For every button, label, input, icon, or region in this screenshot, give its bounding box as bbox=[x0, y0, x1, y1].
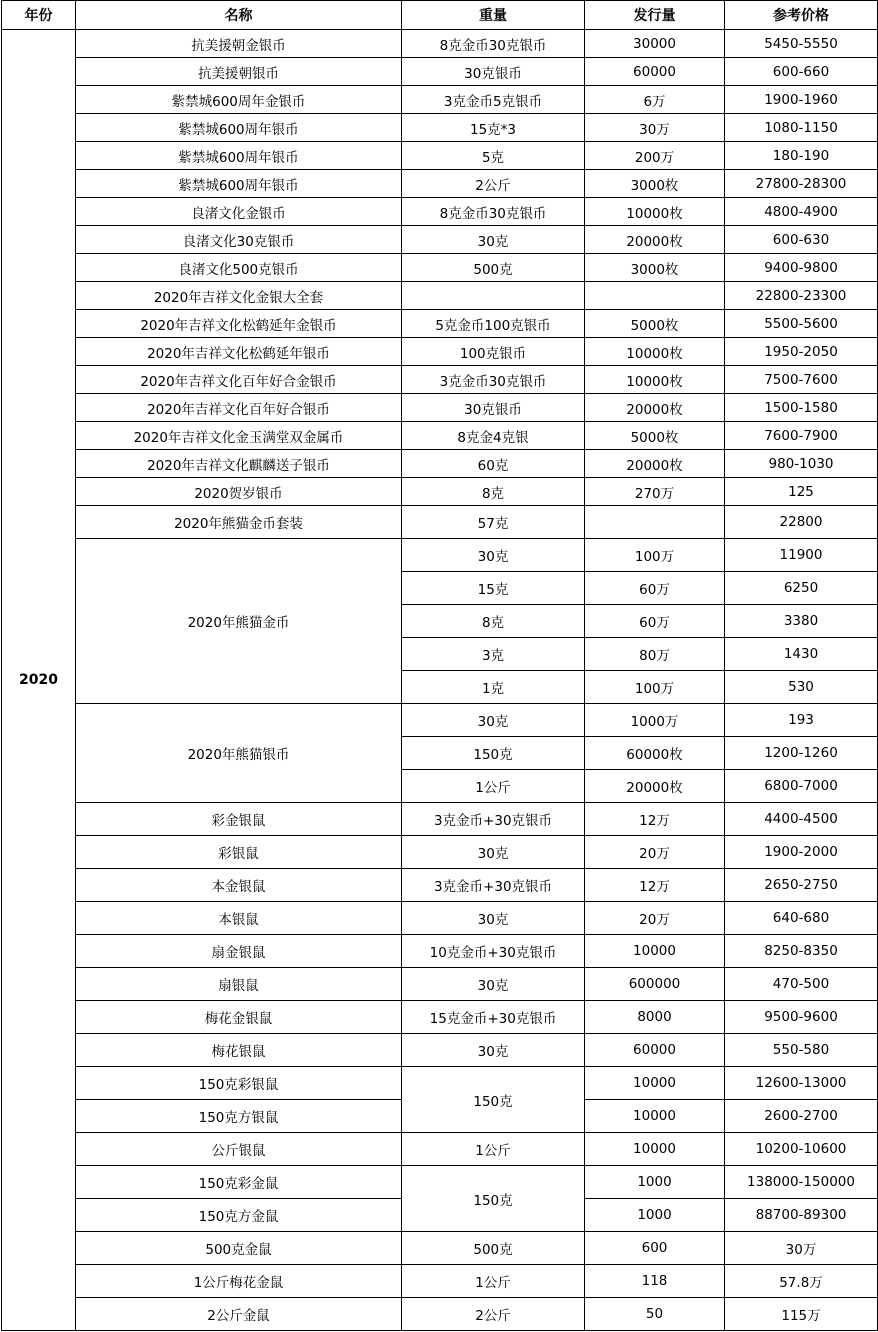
coin-issue: 100万 bbox=[585, 671, 725, 704]
table-row bbox=[2, 338, 878, 366]
coin-weight: 30克银币 bbox=[402, 394, 585, 422]
coin-weight: 15克*3 bbox=[402, 114, 585, 142]
coin-name: 2020年熊猫银币 bbox=[76, 704, 402, 803]
coin-price: 30万 bbox=[725, 1232, 878, 1265]
coin-issue: 30万 bbox=[585, 114, 725, 142]
coin-name: 紫禁城600周年金银币 bbox=[76, 86, 402, 114]
coin-weight: 3克金币5克银币 bbox=[402, 86, 585, 114]
coin-price: 980-1030 bbox=[725, 450, 878, 478]
table-row bbox=[2, 142, 878, 170]
coin-name: 2020年吉祥文化麒麟送子银币 bbox=[76, 450, 402, 478]
coin-weight: 5克金币100克银币 bbox=[402, 310, 585, 338]
coin-price: 600-660 bbox=[725, 58, 878, 86]
coin-issue: 3000枚 bbox=[585, 254, 725, 282]
coin-weight bbox=[402, 282, 585, 310]
header-row bbox=[2, 1, 878, 30]
coin-name: 良渚文化金银币 bbox=[76, 198, 402, 226]
coin-price: 193 bbox=[725, 704, 878, 737]
coin-weight: 30克银币 bbox=[402, 58, 585, 86]
coin-price: 22800-23300 bbox=[725, 282, 878, 310]
coin-price: 7500-7600 bbox=[725, 366, 878, 394]
coin-issue: 118 bbox=[585, 1265, 725, 1298]
table-row bbox=[2, 114, 878, 142]
header-price: 参考价格 bbox=[725, 1, 878, 30]
coin-name: 2公斤金鼠 bbox=[76, 1298, 402, 1331]
coin-price: 4400-4500 bbox=[725, 803, 878, 836]
coin-weight: 1公斤 bbox=[402, 1265, 585, 1298]
coin-weight: 8克 bbox=[402, 478, 585, 506]
coin-price: 115万 bbox=[725, 1298, 878, 1331]
coin-issue: 10000枚 bbox=[585, 198, 725, 226]
coin-price: 57.8万 bbox=[725, 1265, 878, 1298]
coin-name: 扇银鼠 bbox=[76, 968, 402, 1001]
table-row bbox=[2, 1232, 878, 1265]
coin-name: 2020贺岁银币 bbox=[76, 478, 402, 506]
table-row bbox=[2, 450, 878, 478]
table-row bbox=[2, 282, 878, 310]
table-row bbox=[2, 254, 878, 282]
coin-issue: 270万 bbox=[585, 478, 725, 506]
coin-issue: 6万 bbox=[585, 86, 725, 114]
coin-weight: 3克金币30克银币 bbox=[402, 366, 585, 394]
table-row bbox=[2, 968, 878, 1001]
table-row bbox=[2, 704, 878, 737]
coin-price: 125 bbox=[725, 478, 878, 506]
coin-price-table bbox=[1, 0, 878, 1331]
coin-name: 2020年熊猫金币套装 bbox=[76, 506, 402, 539]
coin-name: 2020年吉祥文化松鹤延年金银币 bbox=[76, 310, 402, 338]
table-row bbox=[2, 1298, 878, 1331]
coin-price: 6250 bbox=[725, 572, 878, 605]
coin-name: 公斤银鼠 bbox=[76, 1133, 402, 1166]
coin-issue: 20000枚 bbox=[585, 394, 725, 422]
coin-issue: 20万 bbox=[585, 902, 725, 935]
coin-price: 9400-9800 bbox=[725, 254, 878, 282]
coin-weight: 57克 bbox=[402, 506, 585, 539]
table-row bbox=[2, 1166, 878, 1199]
coin-weight: 2公斤 bbox=[402, 170, 585, 198]
coin-price: 10200-10600 bbox=[725, 1133, 878, 1166]
coin-weight: 30克 bbox=[402, 539, 585, 572]
coin-name: 2020年吉祥文化金银大全套 bbox=[76, 282, 402, 310]
coin-weight: 8克金4克银 bbox=[402, 422, 585, 450]
coin-name: 紫禁城600周年银币 bbox=[76, 142, 402, 170]
coin-weight: 30克 bbox=[402, 1034, 585, 1067]
coin-price: 88700-89300 bbox=[725, 1199, 878, 1232]
table-row bbox=[2, 30, 878, 58]
coin-price: 1500-1580 bbox=[725, 394, 878, 422]
coin-issue: 20万 bbox=[585, 836, 725, 869]
coin-name: 150克彩银鼠 bbox=[76, 1067, 402, 1100]
coin-weight: 10克金币+30克银币 bbox=[402, 935, 585, 968]
coin-weight: 500克 bbox=[402, 254, 585, 282]
table-row bbox=[2, 310, 878, 338]
coin-price: 1080-1150 bbox=[725, 114, 878, 142]
coin-price: 27800-28300 bbox=[725, 170, 878, 198]
coin-weight: 1克 bbox=[402, 671, 585, 704]
coin-issue: 10000 bbox=[585, 1133, 725, 1166]
coin-issue: 10000枚 bbox=[585, 338, 725, 366]
coin-price: 4800-4900 bbox=[725, 198, 878, 226]
table-row bbox=[2, 86, 878, 114]
coin-issue: 80万 bbox=[585, 638, 725, 671]
coin-issue bbox=[585, 506, 725, 539]
table-row bbox=[2, 478, 878, 506]
coin-weight: 3克金币+30克银币 bbox=[402, 869, 585, 902]
coin-price: 7600-7900 bbox=[725, 422, 878, 450]
table-row bbox=[2, 1133, 878, 1166]
coin-price: 2650-2750 bbox=[725, 869, 878, 902]
coin-issue: 1000 bbox=[585, 1166, 725, 1199]
coin-issue: 8000 bbox=[585, 1001, 725, 1034]
coin-issue: 20000枚 bbox=[585, 770, 725, 803]
table-row bbox=[2, 170, 878, 198]
header-weight: 重量 bbox=[402, 1, 585, 30]
coin-name: 2020年吉祥文化百年好合金银币 bbox=[76, 366, 402, 394]
coin-weight: 60克 bbox=[402, 450, 585, 478]
coin-weight: 150克 bbox=[402, 737, 585, 770]
coin-name: 2020年吉祥文化松鹤延年银币 bbox=[76, 338, 402, 366]
coin-issue: 5000枚 bbox=[585, 422, 725, 450]
coin-name: 500克金鼠 bbox=[76, 1232, 402, 1265]
table-row bbox=[2, 198, 878, 226]
coin-weight: 15克金币+30克银币 bbox=[402, 1001, 585, 1034]
coin-name: 2020年吉祥文化百年好合银币 bbox=[76, 394, 402, 422]
coin-price: 5500-5600 bbox=[725, 310, 878, 338]
coin-weight: 30克 bbox=[402, 836, 585, 869]
coin-name: 梅花银鼠 bbox=[76, 1034, 402, 1067]
coin-price: 640-680 bbox=[725, 902, 878, 935]
table-row bbox=[2, 935, 878, 968]
table-row bbox=[2, 902, 878, 935]
coin-name: 本金银鼠 bbox=[76, 869, 402, 902]
coin-weight: 30克 bbox=[402, 226, 585, 254]
coin-weight: 150克 bbox=[402, 1166, 585, 1232]
coin-weight: 8克金币30克银币 bbox=[402, 30, 585, 58]
coin-issue: 10000 bbox=[585, 1100, 725, 1133]
coin-price: 2600-2700 bbox=[725, 1100, 878, 1133]
coin-name: 1公斤梅花金鼠 bbox=[76, 1265, 402, 1298]
coin-price: 550-580 bbox=[725, 1034, 878, 1067]
table-row bbox=[2, 394, 878, 422]
coin-issue: 50 bbox=[585, 1298, 725, 1331]
coin-issue: 30000 bbox=[585, 30, 725, 58]
coin-weight: 3克 bbox=[402, 638, 585, 671]
coin-name: 150克方银鼠 bbox=[76, 1100, 402, 1133]
table-row bbox=[2, 58, 878, 86]
coin-name: 良渚文化500克银币 bbox=[76, 254, 402, 282]
table-row bbox=[2, 803, 878, 836]
coin-name: 紫禁城600周年银币 bbox=[76, 114, 402, 142]
coin-name: 梅花金银鼠 bbox=[76, 1001, 402, 1034]
table-row bbox=[2, 539, 878, 572]
coin-issue: 60000枚 bbox=[585, 737, 725, 770]
coin-issue: 1000万 bbox=[585, 704, 725, 737]
table-row bbox=[2, 1067, 878, 1100]
coin-issue: 60000 bbox=[585, 58, 725, 86]
coin-weight: 100克银币 bbox=[402, 338, 585, 366]
coin-price: 1430 bbox=[725, 638, 878, 671]
coin-weight: 2公斤 bbox=[402, 1298, 585, 1331]
coin-price: 12600-13000 bbox=[725, 1067, 878, 1100]
coin-price: 470-500 bbox=[725, 968, 878, 1001]
table-row bbox=[2, 836, 878, 869]
coin-price: 3380 bbox=[725, 605, 878, 638]
coin-issue: 60万 bbox=[585, 572, 725, 605]
coin-issue: 10000 bbox=[585, 935, 725, 968]
coin-issue: 60万 bbox=[585, 605, 725, 638]
coin-name: 2020年熊猫金币 bbox=[76, 539, 402, 704]
coin-price: 180-190 bbox=[725, 142, 878, 170]
coin-issue: 600 bbox=[585, 1232, 725, 1265]
coin-weight: 30克 bbox=[402, 968, 585, 1001]
coin-weight: 8克 bbox=[402, 605, 585, 638]
coin-issue: 12万 bbox=[585, 803, 725, 836]
coin-name: 本银鼠 bbox=[76, 902, 402, 935]
table-row bbox=[2, 1034, 878, 1067]
coin-weight: 3克金币+30克银币 bbox=[402, 803, 585, 836]
coin-weight: 1公斤 bbox=[402, 1133, 585, 1166]
coin-name: 良渚文化30克银币 bbox=[76, 226, 402, 254]
coin-name: 抗美援朝金银币 bbox=[76, 30, 402, 58]
table-row bbox=[2, 366, 878, 394]
header-issue: 发行量 bbox=[585, 1, 725, 30]
coin-issue: 60000 bbox=[585, 1034, 725, 1067]
coin-name: 抗美援朝银币 bbox=[76, 58, 402, 86]
table-row bbox=[2, 226, 878, 254]
coin-issue: 200万 bbox=[585, 142, 725, 170]
coin-weight: 1公斤 bbox=[402, 770, 585, 803]
coin-name: 150克彩金鼠 bbox=[76, 1166, 402, 1199]
coin-weight: 30克 bbox=[402, 902, 585, 935]
table-row bbox=[2, 1265, 878, 1298]
coin-price: 22800 bbox=[725, 506, 878, 539]
coin-name: 扇金银鼠 bbox=[76, 935, 402, 968]
coin-name: 150克方金鼠 bbox=[76, 1199, 402, 1232]
coin-issue: 100万 bbox=[585, 539, 725, 572]
coin-issue: 10000 bbox=[585, 1067, 725, 1100]
coin-name: 彩银鼠 bbox=[76, 836, 402, 869]
table-row bbox=[2, 1001, 878, 1034]
coin-weight: 15克 bbox=[402, 572, 585, 605]
coin-price: 1200-1260 bbox=[725, 737, 878, 770]
coin-weight: 30克 bbox=[402, 704, 585, 737]
coin-price: 8250-8350 bbox=[725, 935, 878, 968]
coin-price: 9500-9600 bbox=[725, 1001, 878, 1034]
coin-price: 5450-5550 bbox=[725, 30, 878, 58]
coin-issue: 3000枚 bbox=[585, 170, 725, 198]
table-row bbox=[2, 869, 878, 902]
coin-weight: 8克金币30克银币 bbox=[402, 198, 585, 226]
coin-price: 6800-7000 bbox=[725, 770, 878, 803]
coin-price: 1900-1960 bbox=[725, 86, 878, 114]
table-row bbox=[2, 506, 878, 539]
header-name: 名称 bbox=[76, 1, 402, 30]
header-year: 年份 bbox=[2, 1, 76, 30]
coin-issue: 12万 bbox=[585, 869, 725, 902]
coin-issue: 1000 bbox=[585, 1199, 725, 1232]
coin-issue: 5000枚 bbox=[585, 310, 725, 338]
coin-price: 138000-150000 bbox=[725, 1166, 878, 1199]
table-row bbox=[2, 422, 878, 450]
coin-weight: 150克 bbox=[402, 1067, 585, 1133]
coin-price: 530 bbox=[725, 671, 878, 704]
coin-price: 600-630 bbox=[725, 226, 878, 254]
coin-price: 11900 bbox=[725, 539, 878, 572]
coin-issue: 20000枚 bbox=[585, 450, 725, 478]
coin-name: 紫禁城600周年银币 bbox=[76, 170, 402, 198]
coin-issue: 10000枚 bbox=[585, 366, 725, 394]
coin-weight: 5克 bbox=[402, 142, 585, 170]
coin-weight: 500克 bbox=[402, 1232, 585, 1265]
coin-price: 1900-2000 bbox=[725, 836, 878, 869]
coin-name: 彩金银鼠 bbox=[76, 803, 402, 836]
coin-issue bbox=[585, 282, 725, 310]
coin-issue: 20000枚 bbox=[585, 226, 725, 254]
coin-issue: 600000 bbox=[585, 968, 725, 1001]
year-cell: 2020 bbox=[2, 30, 76, 1331]
coin-price: 1950-2050 bbox=[725, 338, 878, 366]
coin-name: 2020年吉祥文化金玉满堂双金属币 bbox=[76, 422, 402, 450]
